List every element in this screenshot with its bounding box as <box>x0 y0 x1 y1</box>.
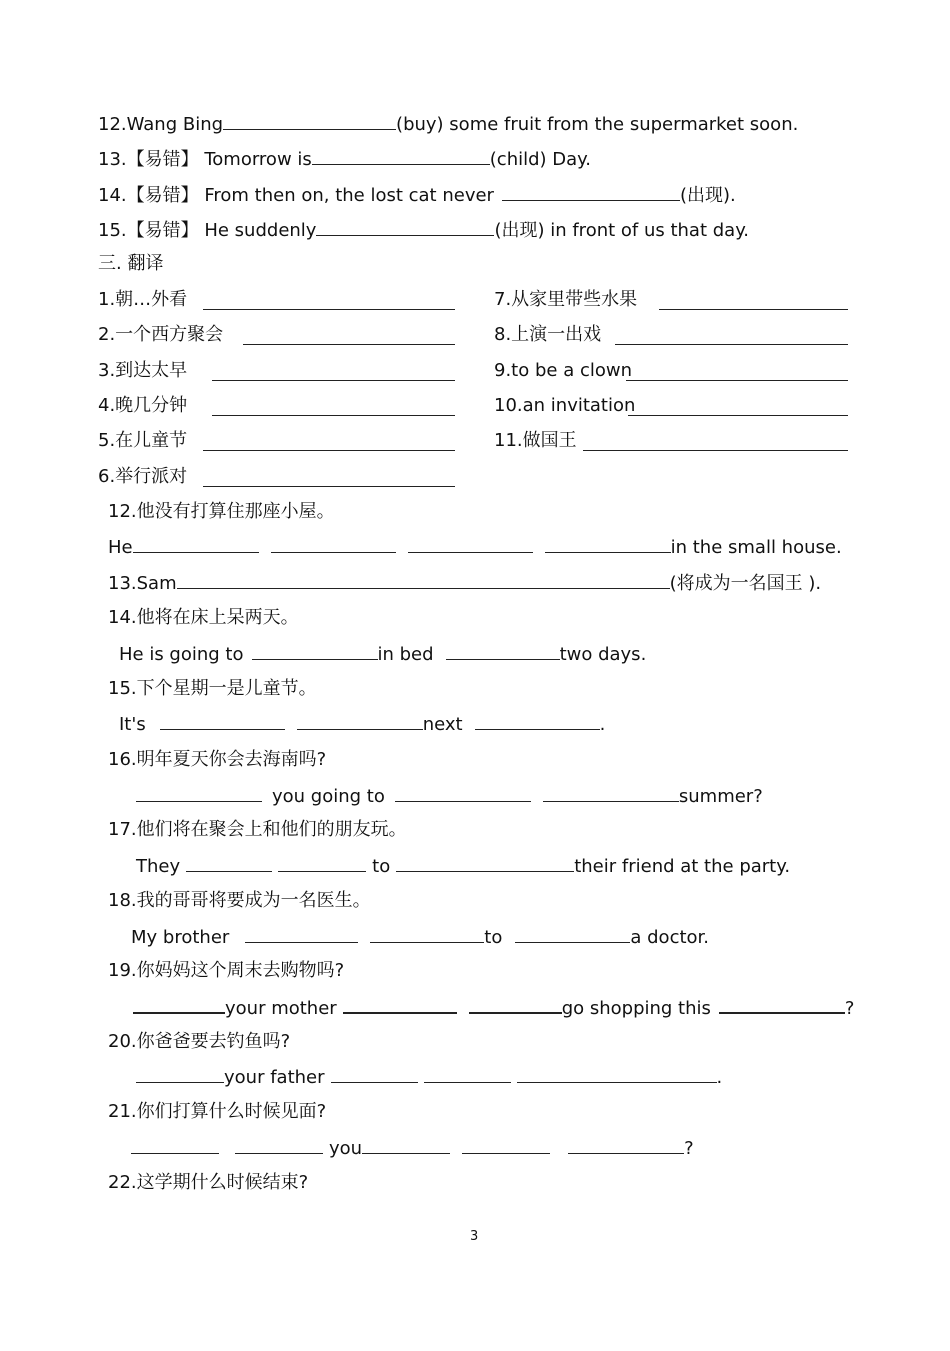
sentence-19-answer <box>133 996 854 1020</box>
sentence-text: a doctor. <box>630 927 710 948</box>
answer-blank[interactable] <box>235 1137 323 1154</box>
sentence-text: go shopping this <box>561 998 711 1019</box>
page-number: 3 <box>470 1229 479 1244</box>
sentence-18-chinese: 18.我的哥哥将要成为一名医生。 <box>108 890 371 911</box>
sentence-text: to <box>372 856 391 877</box>
sentence-text: . <box>599 714 606 735</box>
sentence-text: you going to <box>272 786 385 807</box>
answer-blank[interactable] <box>160 713 285 730</box>
answer-blank[interactable] <box>502 184 680 201</box>
answer-blank[interactable] <box>133 996 225 1014</box>
answer-blank[interactable] <box>395 785 531 802</box>
sentence-text: in bed <box>377 644 434 665</box>
sentence-21-answer <box>131 1137 694 1160</box>
question-13 <box>98 148 591 171</box>
answer-blank[interactable] <box>515 926 630 943</box>
question-13-prefix: 13.【易错】 Tomorrow is <box>98 149 312 170</box>
phrase-10: 10.an invitation <box>494 395 636 416</box>
answer-blank[interactable] <box>278 855 366 872</box>
answer-blank[interactable] <box>396 855 484 872</box>
sentence-text: in the small house. <box>670 537 842 558</box>
phrase-2: 2.一个西方聚会 <box>98 324 224 345</box>
answer-blank[interactable] <box>719 996 845 1014</box>
answer-blank[interactable] <box>517 1066 604 1083</box>
question-14-prefix: 14.【易错】 From then on, the lost cat never <box>98 185 494 206</box>
sentence-text: your father <box>224 1067 325 1088</box>
phrase-9: 9.to be a clown <box>494 360 632 381</box>
phrase-6: 6.举行派对 <box>98 466 188 487</box>
answer-blank[interactable] <box>543 785 679 802</box>
question-12 <box>98 113 798 136</box>
answer-blank[interactable] <box>245 926 358 943</box>
sentence-15-answer <box>119 713 605 736</box>
answer-blank[interactable] <box>370 926 484 943</box>
answer-blank[interactable] <box>604 1066 717 1083</box>
question-14 <box>98 184 736 207</box>
sentence-text: two days. <box>559 644 647 665</box>
sentence-17-chinese: 17.他们将在聚会上和他们的朋友玩。 <box>108 819 407 840</box>
question-15-suffix: (出现) in front of us that day. <box>494 220 750 241</box>
answer-blank[interactable] <box>545 536 671 553</box>
phrase-8: 8.上演一出戏 <box>494 324 602 345</box>
sentence-text: My brother <box>131 927 230 948</box>
answer-blank[interactable] <box>271 536 396 553</box>
sentence-text: . <box>716 1067 723 1088</box>
answer-blank[interactable] <box>133 536 259 553</box>
answer-blank[interactable] <box>297 713 423 730</box>
sentence-14-answer <box>119 643 646 666</box>
phrase-3: 3.到达太早 <box>98 360 188 381</box>
answer-blank[interactable] <box>362 1137 450 1154</box>
sentence-text: ? <box>844 998 855 1019</box>
answer-blank[interactable] <box>131 1137 219 1154</box>
answer-blank[interactable] <box>203 450 455 451</box>
question-12-prefix: 12.Wang Bing <box>98 114 224 135</box>
answer-blank[interactable] <box>626 380 848 381</box>
answer-blank[interactable] <box>177 572 670 589</box>
sentence-text: It's <box>119 714 146 735</box>
answer-blank[interactable] <box>316 219 494 236</box>
answer-blank[interactable] <box>312 148 490 165</box>
sentence-15-chinese: 15.下个星期一是儿童节。 <box>108 678 317 699</box>
sentence-text: (将成为一名国王 ). <box>669 573 822 594</box>
question-15 <box>98 219 749 242</box>
answer-blank[interactable] <box>243 344 455 345</box>
answer-blank[interactable] <box>343 996 457 1014</box>
sentence-18-answer <box>131 926 709 949</box>
sentence-text: ? <box>684 1138 694 1159</box>
sentence-22-chinese: 22.这学期什么时候结束? <box>108 1172 309 1193</box>
sentence-19-chinese: 19.你妈妈这个周末去购物吗? <box>108 960 345 981</box>
phrase-1: 1.朝…外看 <box>98 289 188 310</box>
question-14-suffix: (出现). <box>679 185 736 206</box>
answer-blank[interactable] <box>462 1137 550 1154</box>
sentence-text: you <box>329 1138 363 1159</box>
answer-blank[interactable] <box>203 309 455 310</box>
answer-blank[interactable] <box>659 309 848 310</box>
sentence-text: summer? <box>678 786 763 807</box>
sentence-20-chinese: 20.你爸爸要去钓鱼吗? <box>108 1031 291 1052</box>
sentence-17-answer <box>136 855 790 878</box>
sentence-text: your mother <box>225 998 337 1019</box>
answer-blank[interactable] <box>203 486 455 487</box>
answer-blank[interactable] <box>252 643 378 660</box>
phrase-11: 11.做国王 <box>494 430 577 451</box>
question-15-prefix: 15.【易错】 He suddenly <box>98 220 317 241</box>
answer-blank[interactable] <box>223 113 396 130</box>
sentence-text: next <box>422 714 463 735</box>
answer-blank[interactable] <box>212 380 455 381</box>
sentence-text: their friend at the party. <box>574 856 791 877</box>
answer-blank[interactable] <box>186 855 272 872</box>
answer-blank[interactable] <box>583 450 848 451</box>
sentence-13-answer <box>108 572 821 595</box>
sentence-20-answer <box>136 1066 722 1089</box>
question-12-suffix: (buy) some fruit from the supermarket soon. <box>396 114 799 135</box>
answer-blank[interactable] <box>331 1066 418 1083</box>
sentence-text: They <box>136 856 181 877</box>
phrase-4: 4.晚几分钟 <box>98 395 188 416</box>
answer-blank[interactable] <box>628 415 848 416</box>
answer-blank[interactable] <box>424 1066 511 1083</box>
sentence-21-chinese: 21.你们打算什么时候见面? <box>108 1101 327 1122</box>
answer-blank[interactable] <box>136 1066 224 1083</box>
section-title: 三. 翻译 <box>98 253 164 274</box>
sentence-text: He is going to <box>119 644 244 665</box>
phrase-7: 7.从家里带些水果 <box>494 289 638 310</box>
phrase-5: 5.在儿童节 <box>98 430 188 451</box>
answer-blank[interactable] <box>408 536 533 553</box>
sentence-12-answer <box>108 536 842 559</box>
answer-blank[interactable] <box>568 1137 684 1154</box>
answer-blank[interactable] <box>475 713 600 730</box>
sentence-12-chinese: 12.他没有打算住那座小屋。 <box>108 501 335 522</box>
sentence-text: to <box>484 927 503 948</box>
answer-blank[interactable] <box>446 643 560 660</box>
answer-blank[interactable] <box>469 996 562 1014</box>
answer-blank[interactable] <box>484 855 574 872</box>
sentence-16-chinese: 16.明年夏天你会去海南吗? <box>108 749 327 770</box>
sentence-text: 13.Sam <box>108 573 177 594</box>
question-13-suffix: (child) Day. <box>489 149 591 170</box>
answer-blank[interactable] <box>136 785 262 802</box>
answer-blank[interactable] <box>615 344 848 345</box>
sentence-16-answer <box>136 785 763 808</box>
answer-blank[interactable] <box>212 415 455 416</box>
sentence-14-chinese: 14.他将在床上呆两天。 <box>108 607 299 628</box>
sentence-text: He <box>108 537 133 558</box>
